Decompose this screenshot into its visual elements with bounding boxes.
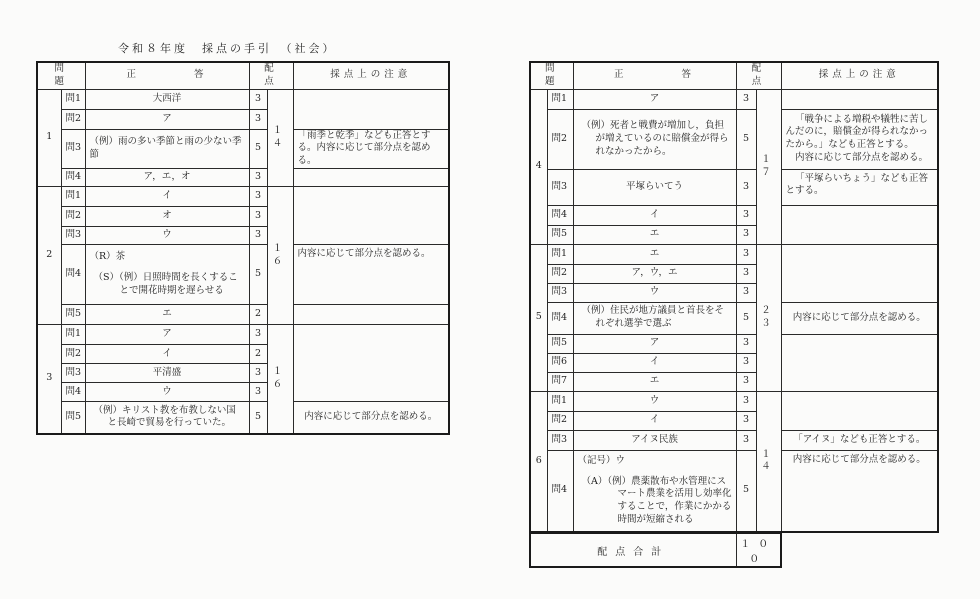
question-label: 問4	[547, 205, 573, 225]
answer-text: （例）死者と戦費が増加し，負担が増えているのに賠償金が得られなかったから。	[581, 119, 729, 157]
question-label: 問5	[547, 225, 573, 244]
answer-cell: イ	[573, 205, 736, 225]
section-number: 1	[37, 89, 61, 186]
section-subtotal: １７	[756, 89, 781, 244]
note-cell: 内容に応じて部分点を認める。	[293, 245, 449, 305]
answer-cell	[85, 245, 249, 305]
question-label: 問3	[61, 227, 85, 245]
question-label: 問4	[547, 450, 573, 532]
question-label: 問2	[61, 109, 85, 129]
points-cell: 3	[736, 430, 756, 450]
note-cell	[781, 391, 938, 430]
question-label: 問2	[61, 207, 85, 227]
section-subtotal: １６	[267, 325, 293, 434]
answer-cell: ア，エ，オ	[85, 169, 249, 187]
section-number: 5	[530, 244, 547, 391]
note-cell	[781, 244, 938, 302]
points-cell: 3	[736, 283, 756, 302]
answer-cell: イ	[573, 411, 736, 430]
question-label: 問4	[61, 383, 85, 402]
points-cell: 3	[736, 225, 756, 244]
table-row	[37, 129, 449, 168]
note-cell: 内容に応じて部分点を認める。	[781, 302, 938, 334]
answer-cell: ア，ウ，エ	[573, 264, 736, 283]
answer-cell: （例）雨の多い季節と雨の少ない季節	[85, 129, 249, 168]
question-label: 問1	[61, 325, 85, 345]
table-row	[530, 244, 938, 264]
note-cell: 内容に応じて部分点を認める。	[293, 402, 449, 434]
question-label: 問2	[547, 109, 573, 169]
question-label: 問4	[61, 169, 85, 187]
total-value: １００	[736, 533, 781, 567]
question-label: 問5	[61, 305, 85, 325]
header-notes: 採点上の注意	[781, 62, 938, 89]
points-cell: 3	[249, 109, 267, 129]
answer-cell	[85, 402, 249, 434]
question-label: 問1	[547, 391, 573, 411]
answer-cell: ア	[85, 325, 249, 345]
total-row	[529, 532, 782, 568]
note-cell	[781, 169, 938, 205]
points-cell: 3	[736, 264, 756, 283]
answer-r: （R）茶	[89, 251, 126, 263]
scoring-table-right	[529, 61, 939, 533]
question-label: 問3	[547, 283, 573, 302]
answer-text: （例）住民が地方議員と首長をそれぞれ選挙で選ぶ	[581, 305, 725, 330]
question-label: 問2	[61, 345, 85, 364]
section-number: 3	[37, 325, 61, 434]
total-label: 配点合計	[530, 533, 736, 567]
table-row	[37, 305, 449, 325]
answer-cell: ウ	[85, 227, 249, 245]
answer-s: （S）（例）日照時間を長くすることで開花時期を遅らせる	[93, 272, 238, 296]
answer-cell: イ	[573, 353, 736, 372]
answer-cell	[573, 109, 736, 169]
scoring-table-left	[36, 61, 450, 435]
table-row	[37, 169, 449, 187]
note-cell	[293, 187, 449, 245]
points-cell: 3	[736, 205, 756, 225]
question-label: 問3	[61, 364, 85, 383]
answer-cell: 平清盛	[85, 364, 249, 383]
points-cell: 3	[249, 169, 267, 187]
page-title: 令和８年度 採点の手引 （社会）	[118, 42, 337, 55]
points-cell: 5	[249, 129, 267, 168]
answer-cell: エ	[85, 305, 249, 325]
points-cell: 2	[249, 305, 267, 325]
answer-cell: アイヌ民族	[573, 430, 736, 450]
question-label: 問1	[547, 244, 573, 264]
question-label: 問7	[547, 372, 573, 391]
answer-symbol: （記号）ウ	[577, 454, 626, 466]
table-row	[37, 187, 449, 207]
points-cell: 3	[736, 169, 756, 205]
section-subtotal: １６	[267, 187, 293, 325]
note-cell	[781, 205, 938, 244]
header-notes: 採点上の注意	[293, 62, 449, 89]
header-question: 問 題	[37, 62, 85, 89]
table-row	[37, 89, 449, 109]
points-cell: 3	[249, 227, 267, 245]
note-cell	[293, 325, 449, 402]
note-cell: 内容に応じて部分点を認める。	[781, 450, 938, 532]
answer-cell: オ	[85, 207, 249, 227]
note-cell: 「アイヌ」なども正答とする。	[781, 430, 938, 450]
section-subtotal: １４	[756, 391, 781, 532]
note-cell	[781, 109, 938, 169]
answer-a: （A）（例）農薬散布や水管理にスマート農業を活用し効率化することで，作業にかかる時間が短縮される	[581, 475, 732, 526]
table-row	[37, 402, 449, 434]
points-cell: 3	[249, 187, 267, 207]
points-cell: 3	[249, 383, 267, 402]
points-cell: 3	[249, 364, 267, 383]
answer-cell: 大西洋	[85, 89, 249, 109]
points-cell: 3	[736, 89, 756, 109]
table-row	[530, 450, 938, 532]
answer-cell: エ	[573, 225, 736, 244]
answer-cell: ウ	[85, 383, 249, 402]
section-number: 2	[37, 187, 61, 325]
question-label: 問2	[547, 411, 573, 430]
table-row	[530, 89, 938, 109]
answer-cell: ウ	[573, 283, 736, 302]
answer-text: （例）キリスト教を布教しない国と長崎で貿易を行っていた。	[93, 404, 236, 429]
question-label: 問6	[547, 353, 573, 372]
question-label: 問2	[547, 264, 573, 283]
header-points: 配 点	[249, 62, 293, 89]
points-cell: 3	[736, 372, 756, 391]
header-answer: 正 答	[573, 62, 736, 89]
points-cell: 5	[736, 450, 756, 532]
answer-cell: ウ	[573, 391, 736, 411]
answer-cell: エ	[573, 244, 736, 264]
table-row	[530, 334, 938, 353]
note-cell	[293, 305, 449, 325]
points-cell: 5	[249, 402, 267, 434]
note-cell	[781, 89, 938, 109]
table-row	[37, 325, 449, 345]
points-cell: 3	[736, 244, 756, 264]
points-cell: 5	[736, 109, 756, 169]
section-subtotal: ２３	[756, 244, 781, 391]
answer-cell	[573, 302, 736, 334]
points-cell: 3	[736, 411, 756, 430]
note-cell: 「雨季と乾季」なども正答とする。内容に応じて部分点を認める。	[293, 129, 449, 168]
answer-cell: ア	[573, 89, 736, 109]
header-points: 配 点	[736, 62, 781, 89]
answer-cell: イ	[85, 187, 249, 207]
question-label: 問4	[547, 302, 573, 334]
table-row	[530, 430, 938, 450]
points-cell: 3	[249, 207, 267, 227]
section-number: 6	[530, 391, 547, 532]
question-label: 問5	[61, 402, 85, 434]
table-row	[530, 302, 938, 334]
question-label: 問1	[61, 187, 85, 207]
note-text: 「平塚らいちょう」なども正答とする。	[785, 172, 929, 197]
header-row	[530, 62, 938, 89]
answer-cell	[573, 450, 736, 532]
points-cell: 5	[249, 245, 267, 305]
header-question: 問 題	[530, 62, 573, 89]
points-cell: 3	[736, 353, 756, 372]
note-cell	[293, 89, 449, 129]
note-text: 「戦争による増税や犠牲に苦しんだのに，賠償金が得られなかったから。」なども正答とする。	[785, 113, 929, 151]
note-cell	[781, 334, 938, 391]
header-answer: 正 答	[85, 62, 249, 89]
header-row	[37, 62, 449, 89]
points-cell: 3	[736, 391, 756, 411]
table-row	[530, 169, 938, 205]
question-label: 問4	[61, 245, 85, 305]
table-row	[530, 391, 938, 411]
note-text-2: 内容に応じて部分点を認める。	[795, 151, 929, 163]
section-number: 4	[530, 89, 547, 244]
section-subtotal: １４	[267, 89, 293, 186]
answer-cell: 平塚らいてう	[573, 169, 736, 205]
answer-cell: ア	[85, 109, 249, 129]
question-label: 問3	[547, 169, 573, 205]
question-label: 問1	[61, 89, 85, 109]
question-label: 問1	[547, 89, 573, 109]
points-cell: 2	[249, 345, 267, 364]
table-row	[530, 205, 938, 225]
answer-cell: イ	[85, 345, 249, 364]
question-label: 問3	[547, 430, 573, 450]
answer-cell: エ	[573, 372, 736, 391]
question-label: 問5	[547, 334, 573, 353]
points-cell: 3	[736, 334, 756, 353]
question-label: 問3	[61, 129, 85, 168]
answer-cell: ア	[573, 334, 736, 353]
points-cell: 3	[249, 89, 267, 109]
points-cell: 3	[249, 325, 267, 345]
note-cell	[293, 169, 449, 187]
table-row	[530, 109, 938, 169]
points-cell: 5	[736, 302, 756, 334]
table-row	[37, 245, 449, 305]
